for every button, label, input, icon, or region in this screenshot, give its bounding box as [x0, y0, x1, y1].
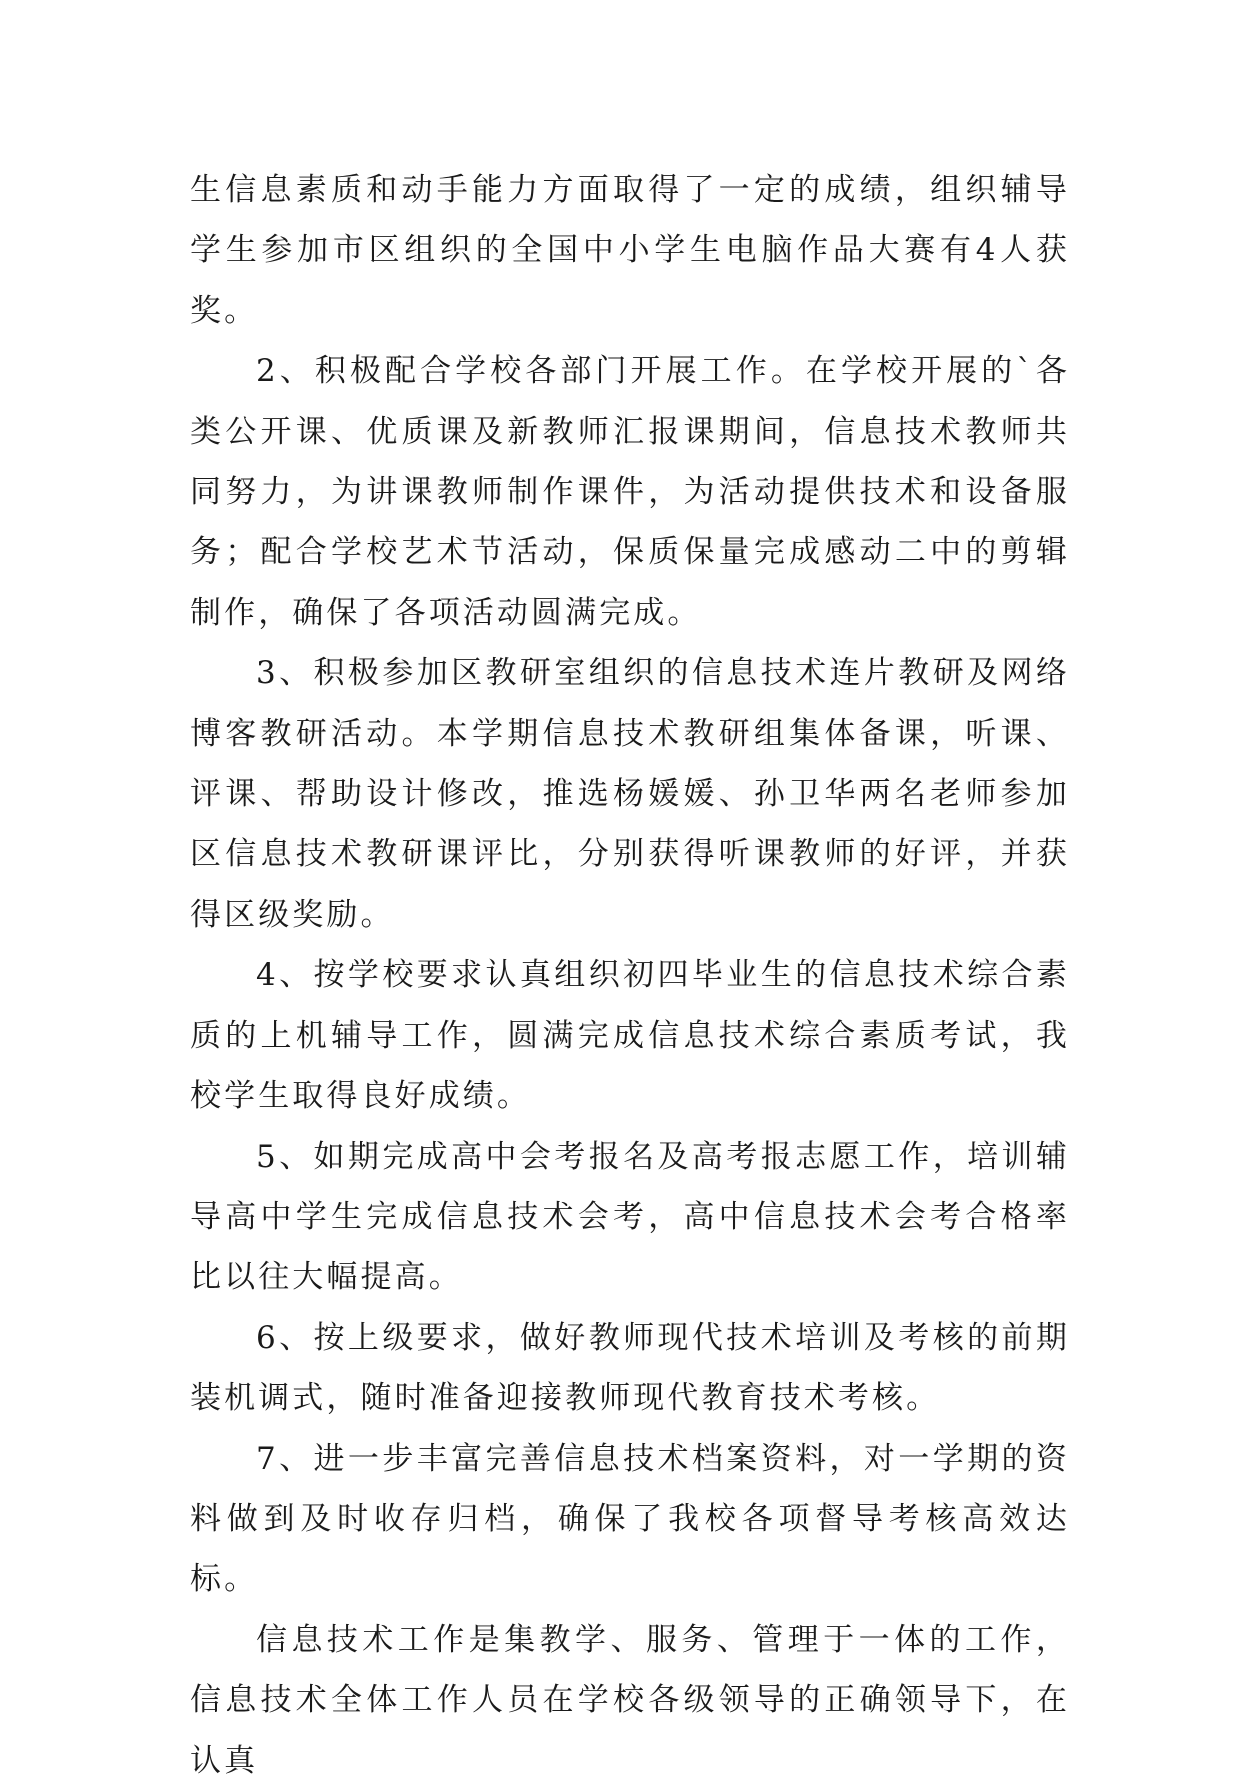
paragraph-item-5: 5、如期完成高中会考报名及高考报志愿工作，培训辅导高中学生完成信息技术会考，高中信息技术会考合格率比以往大幅提高。: [190, 1138, 1070, 1296]
paragraph-item-2: 2、积极配合学校各部门开展工作。在学校开展的`各类公开课、优质课及新教师汇报课期间，信息技术教师共同努力，为讲课教师制作课件，为活动提供技术和设备服务；配合学校艺术节活动，保质保量完成感动二中的剪辑制作，确保了各项活动圆满完成。: [190, 353, 1070, 631]
paragraph-summary: 信息技术工作是集教学、服务、管理于一体的工作，信息技术全体工作人员在学校各级领导的正确领导下，在认真: [190, 1621, 1070, 1779]
paragraph-item-4: 4、按学校要求认真组织初四毕业生的信息技术综合素质的上机辅导工作，圆满完成信息技术综合素质考试，我校学生取得良好成绩。: [190, 957, 1070, 1115]
paragraph-continued: 生信息素质和动手能力方面取得了一定的成绩，组织辅导学生参加市区组织的全国中小学生电脑作品大赛有4人获奖。: [190, 172, 1070, 329]
paragraph-item-6: 6、按上级要求，做好教师现代技术培训及考核的前期装机调式，随时准备迎接教师现代教育技术考核。: [190, 1319, 1070, 1417]
paragraph-item-7: 7、进一步丰富完善信息技术档案资料，对一学期的资料做到及时收存归档，确保了我校各项督导考核高效达标。: [190, 1440, 1070, 1598]
paragraph-item-3: 3、积极参加区教研室组织的信息技术连片教研及网络博客教研活动。本学期信息技术教研组集体备课，听课、评课、帮助设计修改，推选杨媛媛、孙卫华两名老师参加区信息技术教研课评比，分别获得听课教师的好评，并获得区级奖励。: [190, 655, 1070, 933]
document-body: [190, 160, 1070, 1791]
